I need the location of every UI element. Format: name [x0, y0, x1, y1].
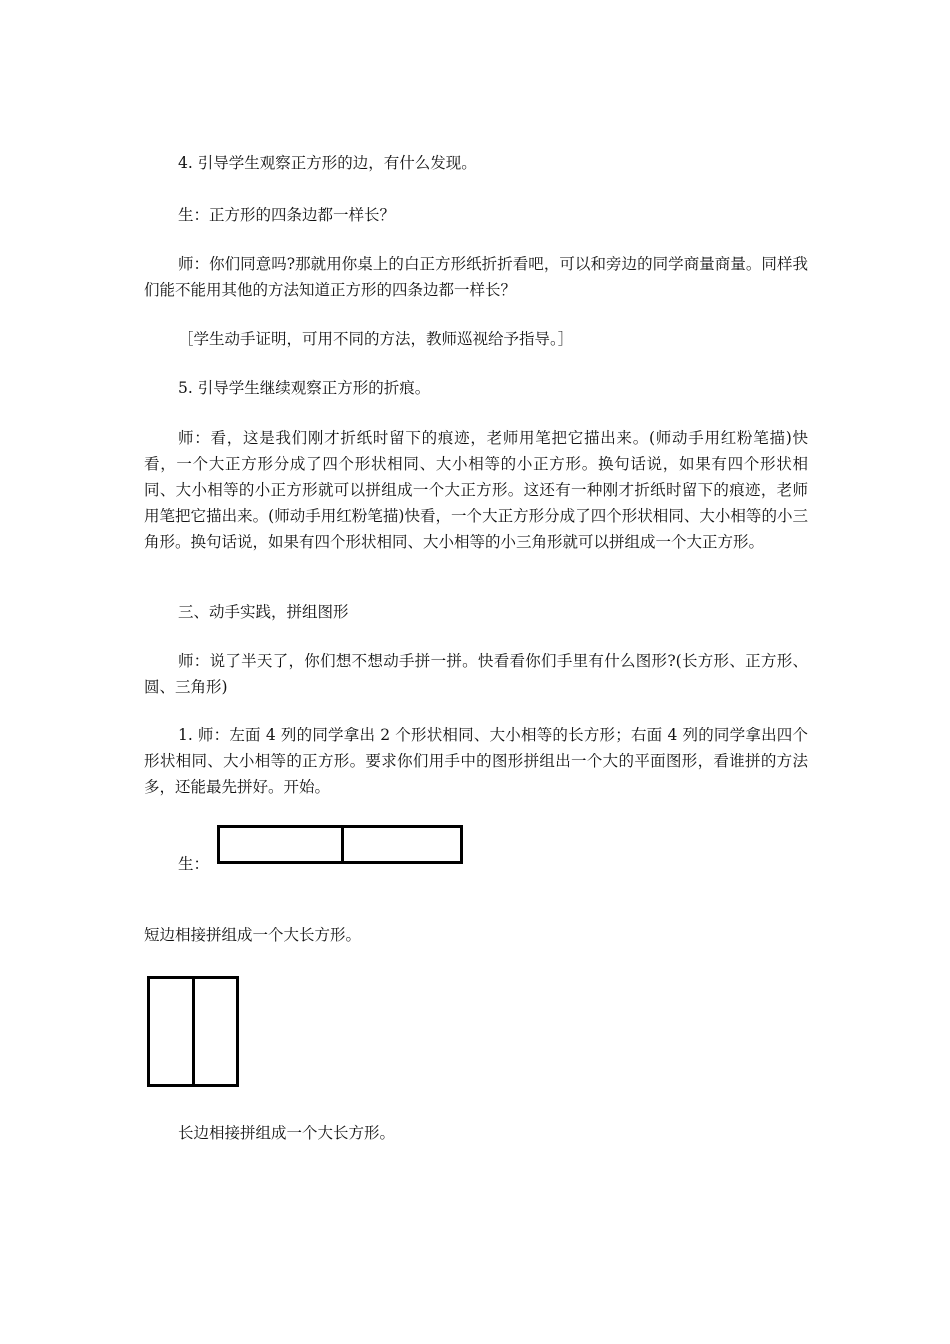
caption-short-edge: 短边相接拼组成一个大长方形。 [144, 926, 362, 944]
figure-short-edge-divider [341, 828, 344, 861]
paragraph-teacher-trace: 师：看，这是我们刚才折纸时留下的痕迹，老师用笔把它描出来。(师动手用红粉笔描)快看，一个大正方形分成了四个形状相同、大小相等的小正方形。换句话说，如果有四个形状相同、大小相等的小正方形就可以拼组成一个大正方形。这还有一种刚才折纸时留下的痕迹，老师用笔把它描出来。(师动手用红粉笔描)快看，一个大正方形分成了四个形状相同、大小相等的小三角形。换句话说，如果有四个形状相同、大小相等的小三角形就可以拼组成一个大正方形。 [144, 429, 808, 551]
figure1-label: 生： [178, 855, 210, 873]
paragraph-observe-creases: 5. 引导学生继续观察正方形的折痕。 [178, 379, 431, 397]
figure-long-edge-divider [192, 979, 195, 1084]
caption-long-edge: 长边相接拼组成一个大长方形。 [178, 1124, 396, 1142]
paragraph-student-proof: ［学生动手证明，可用不同的方法，教师巡视给予指导。］ [178, 330, 574, 348]
paragraph-teacher-shapes: 师：说了半天了，你们想不想动手拼一拼。快看看你们手里有什么图形?(长方形、正方形、圆、三角形) [144, 652, 808, 696]
paragraph-student-answer: 生：正方形的四条边都一样长？ [178, 206, 396, 224]
paragraph-teacher-fold: 师：你们同意吗?那就用你桌上的白正方形纸折折看吧，可以和旁边的同学商量商量。同样我们能不能用其他的方法知道正方形的四条边都一样长？ [144, 255, 808, 299]
figure-short-edge-rectangles [217, 825, 463, 864]
figure-long-edge-rectangles [147, 976, 239, 1087]
paragraph-task-instructions: 1. 师：左面 4 列的同学拿出 2 个形状相同、大小相等的长方形；右面 4 列的同学拿出四个形状相同、大小相等的正方形。要求你们用手中的图形拼组出一个大的平面图形，看谁拼的方法多，还能最先拼好。开始。 [144, 726, 808, 796]
section-heading-practice: 三、动手实践，拼组图形 [178, 603, 349, 621]
paragraph-observe-sides: 4. 引导学生观察正方形的边，有什么发现。 [178, 154, 477, 172]
